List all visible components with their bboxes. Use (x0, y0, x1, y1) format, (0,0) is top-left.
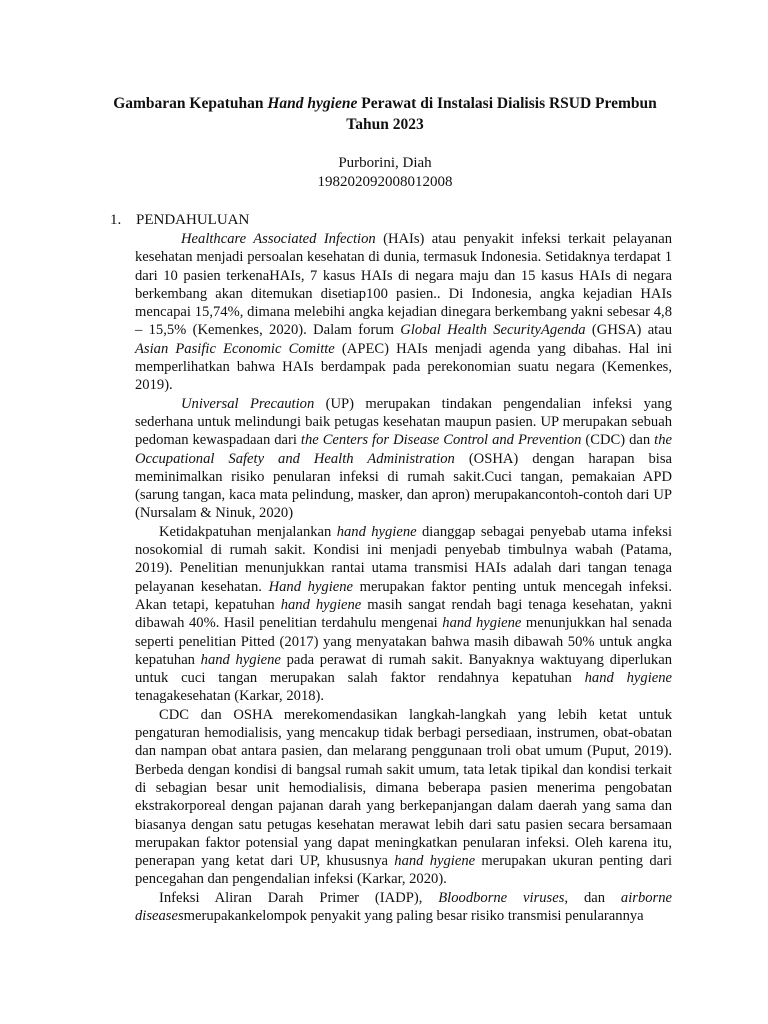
paragraph-3 (135, 523, 672, 706)
italic-term: Hand hygiene (268, 578, 354, 595)
author-name: Purborini, Diah (338, 155, 432, 171)
paragraph-text: Ketidakpatuhan menjalankan (159, 523, 337, 540)
paragraph-text: dianggap sebagai penyebab utama infeksi nosokomial di rumah sakit. Kondisi ini menjadi penyebab timbulnya wabah (Patama, 2019). Penelitian menunjukkan rantai utama transmisi HAIs adalah dari tangan tenaga pelayanan kesehatan. (135, 523, 672, 595)
paragraph-text: (GHSA) atau (585, 322, 672, 339)
paragraph-text: menunjukkan hal senada seperti penelitian Pitted (2017) yang menyatakan bahwa masih dibawah 50% untuk angka kepatuhan (135, 615, 672, 668)
italic-term: hand hygiene (280, 596, 362, 613)
paragraph-text: , dan (564, 889, 621, 906)
title-italic-term: Hand hygiene (267, 95, 358, 112)
paragraph-4 (135, 706, 672, 889)
title-text-rest: Perawat di Instalasi Dialisis RSUD Prembun Tahun 2023 (346, 95, 657, 133)
paragraph-text: masih sangat rendah bagi tenaga kesehatan, yakni dibawah 40%. Hasil penelitian terdahulu mengenai (135, 596, 672, 632)
paragraph-text: (OSHA) dengan harapan bisa meminimalkan risiko penularan infeksi di rumah sakit.Cuci tangan, pemakaian APD (sarung tangan, kaca mata pelindung, masker, dan apron) merupakancontoh-contoh dari UP (Nursalam & Ninuk, 2020) (135, 450, 672, 522)
paragraph-text: (HAIs) atau penyakit infeksi terkait pelayanan kesehatan menjadi persoalan kesehatan di dunia, termasuk Indonesia. Setidaknya terdapat 1 dari 10 pasien terkenaHAIs, 7 kasus HAIs di negara maju dan 15 kasus HAIs di negara berkembang akan ditemukan disetiap100 pasien.. Di Indonesia, angka kejadian HAIs mencapai 15,74%, dimana melebihi angka kejadian dinegara berkembang yakni sebesar 4,8 – 15,5% (Kemenkes, 2020). Dalam forum (135, 231, 672, 339)
paragraph-text: CDC dan OSHA merekomendasikan langkah-langkah yang lebih ketat untuk pengaturan hemodialisis, yang mencakup tidak berbagi persediaan, instrumen, obat-obatan dan nampan obat antara pasien, dan melarang penggunaan troli obat umum (Puput, 2019). Berbeda dengan kondisi di bangsal rumah sakit umum, tata letak tipikal dan kondisi terkait di sebagian besar unit hemodialisis, dimana beberapa pasien menerima pengobatan ekstrakorporeal dengan pajanan darah yang berkepanjangan dalam daerah yang sama dan biasanya dengan satu petugas kesehatan merawat lebih dari satu pasien secara bersamaan merupakan faktor potensial yang dapat meningkatkan penularan infeksi. Oleh karena itu, penerapan yang ketat dari UP, khususnya (135, 706, 672, 870)
italic-term: hand hygiene (394, 853, 476, 870)
italic-term: Universal Precaution (181, 395, 315, 412)
section-heading (110, 211, 249, 230)
author-id: 198202092008012008 (317, 174, 453, 190)
italic-term: airborne diseases (135, 889, 672, 924)
document-title (100, 93, 670, 135)
author-block (100, 154, 670, 192)
italic-term: Healthcare Associated Infection (181, 231, 376, 247)
paragraph-text: (UP) merupakan tindakan pengendalian infeksi yang sederhana untuk melindungi baik petugas kesehatan maupun pasien. UP merupakan sebuah pedoman kewaspadaan dari (135, 395, 672, 449)
paragraph-5 (135, 889, 672, 926)
paragraph-text: (APEC) HAIs menjadi agenda yang dibahas. Hal ini memperlihatkan bahwa HAIs berdampak pada perekonomian suatu negara (Kemenkes, 2019). (135, 340, 672, 394)
section-body (135, 230, 672, 925)
italic-term: Bloodborne viruses (438, 889, 565, 906)
italic-term: hand hygiene (336, 523, 417, 540)
paragraph-text: merupakan faktor penting untuk mencegah infeksi. Akan tetapi, kepatuhan (135, 578, 672, 613)
italic-term: the Occupational Safety and Health Administration (135, 432, 672, 467)
italic-term: hand hygiene (584, 670, 672, 687)
paragraph-1 (135, 230, 672, 395)
paragraph-2 (135, 395, 672, 523)
italic-term: Global Health SecurityAgenda (400, 322, 586, 339)
italic-term: hand hygiene (200, 651, 281, 668)
section-title: PENDAHULUAN (136, 212, 250, 228)
title-text: Gambaran Kepatuhan (113, 95, 268, 112)
paragraph-text: (CDC) dan (581, 432, 655, 449)
italic-term: Asian Pasific Economic Comitte (135, 340, 335, 357)
paragraph-text: pada perawat di rumah sakit. Banyaknya waktuyang diperlukan untuk cuci tangan merupakan salah faktor rendahnya kepatuhan (135, 651, 672, 687)
italic-term: hand hygiene (442, 615, 522, 632)
italic-term: the Centers for Disease Control and Prevention (300, 432, 582, 449)
paragraph-text: tenagakesehatan (Karkar, 2018). (135, 688, 325, 705)
paragraph-text: merupakankelompok penyakit yang paling besar risiko transmisi penularannya (183, 907, 644, 924)
paragraph-text: Infeksi Aliran Darah Primer (IADP), (159, 889, 439, 906)
paragraph-text: merupakan ukuran penting dari pencegahan dan pengendalian infeksi (Karkar, 2020). (135, 853, 673, 888)
section-number: 1. (110, 212, 122, 228)
